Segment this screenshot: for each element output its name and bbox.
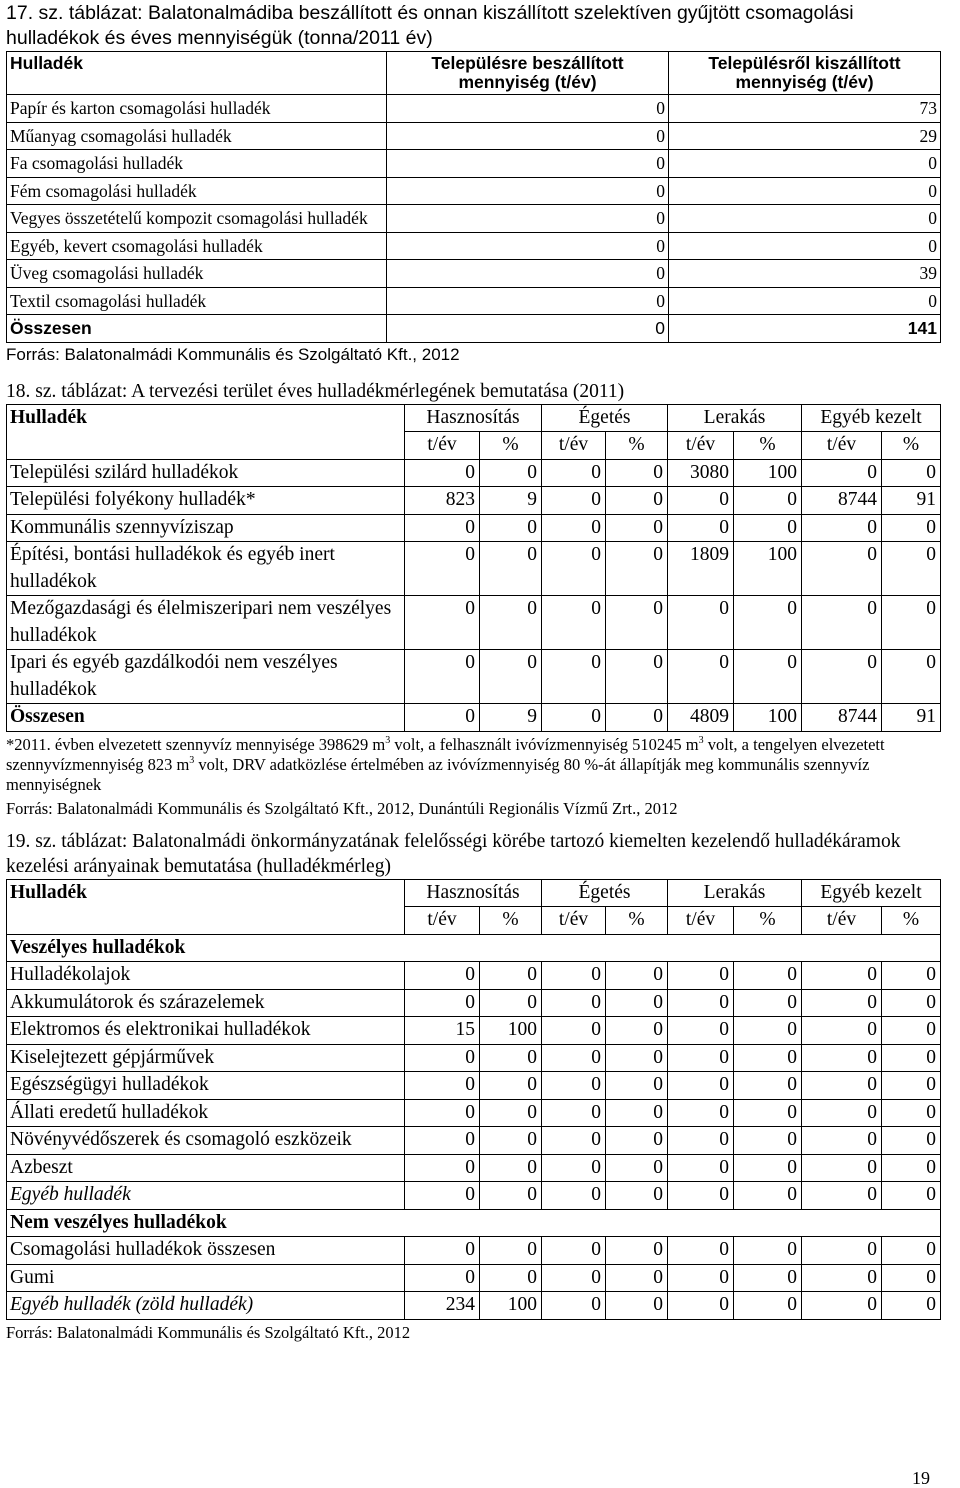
value-cell: 0	[606, 1099, 668, 1127]
value-cell: 0	[668, 650, 734, 704]
value-cell: 0	[542, 1072, 606, 1100]
waste-label: Egyéb hulladék (zöld hulladék)	[7, 1292, 405, 1320]
value-cell: 9	[480, 704, 542, 732]
delivered-value: 0	[387, 205, 669, 233]
shipped-value: 73	[669, 95, 941, 123]
shipped-value: 39	[669, 260, 941, 288]
footnote-part-3: volt, a tengelyen elvezetett szennyvízmennyiség 823 m	[6, 734, 885, 774]
group-header-other: Egyéb kezelt	[802, 879, 941, 907]
column-header-waste: Hulladék	[7, 404, 405, 459]
value-cell: 0	[882, 1017, 941, 1045]
value-cell: 0	[606, 1044, 668, 1072]
waste-label: Üveg csomagolási hulladék	[7, 260, 387, 288]
value-cell: 0	[802, 1072, 882, 1100]
shipped-value: 0	[669, 287, 941, 315]
total-delivered: 0	[387, 315, 669, 343]
value-cell: 0	[882, 1264, 941, 1292]
column-header-waste: Hulladék	[7, 879, 405, 934]
value-cell: 8744	[802, 704, 882, 732]
table-row	[7, 1264, 941, 1292]
table-row	[7, 177, 941, 205]
value-cell: 100	[734, 704, 802, 732]
total-label: Összesen	[7, 315, 387, 343]
delivered-value: 0	[387, 95, 669, 123]
waste-label: Műanyag csomagolási hulladék	[7, 122, 387, 150]
value-cell: 0	[802, 1154, 882, 1182]
waste-label: Kommunális szennyvíziszap	[7, 514, 405, 542]
waste-label: Kiselejtezett gépjárművek	[7, 1044, 405, 1072]
value-cell: 0	[802, 1292, 882, 1320]
value-cell: 0	[882, 1237, 941, 1265]
value-cell: 0	[606, 1182, 668, 1210]
unit-header: %	[480, 907, 542, 935]
table-19-source: Forrás: Balatonalmádi Kommunális és Szolgáltató Kft., 2012	[6, 1322, 411, 1342]
value-cell: 0	[734, 596, 802, 650]
unit-header: %	[606, 907, 668, 935]
waste-label: Hulladékolajok	[7, 962, 405, 990]
section-row	[7, 934, 941, 962]
waste-label: Települési folyékony hulladék*	[7, 487, 405, 515]
value-cell: 0	[480, 1154, 542, 1182]
value-cell: 100	[734, 542, 802, 596]
value-cell: 0	[668, 514, 734, 542]
value-cell: 0	[606, 989, 668, 1017]
waste-label: Egészségügyi hulladékok	[7, 1072, 405, 1100]
table-row	[7, 1099, 941, 1127]
value-cell: 0	[668, 1127, 734, 1155]
value-cell: 0	[542, 1044, 606, 1072]
table-row	[7, 1017, 941, 1045]
waste-label: Települési szilárd hulladékok	[7, 459, 405, 487]
table-17-header-row	[7, 52, 941, 95]
value-cell: 0	[542, 1099, 606, 1127]
value-cell: 0	[802, 542, 882, 596]
value-cell: 0	[882, 1044, 941, 1072]
section-row	[7, 1209, 941, 1237]
value-cell: 0	[606, 1072, 668, 1100]
value-cell: 0	[882, 596, 941, 650]
table-row	[7, 1154, 941, 1182]
waste-label: Állati eredetű hulladékok	[7, 1099, 405, 1127]
waste-label: Ipari és egyéb gazdálkodói nem veszélyes hulladékok	[7, 650, 405, 704]
waste-label: Gumi	[7, 1264, 405, 1292]
value-cell: 0	[668, 1072, 734, 1100]
waste-label: Fém csomagolási hulladék	[7, 177, 387, 205]
unit-header: %	[882, 907, 941, 935]
value-cell: 0	[606, 487, 668, 515]
value-cell: 0	[734, 514, 802, 542]
value-cell: 0	[734, 1017, 802, 1045]
column-header-shipped: Településről kiszállított mennyiség (t/év)	[669, 52, 941, 95]
value-cell: 0	[542, 1292, 606, 1320]
unit-header: t/év	[405, 432, 480, 460]
waste-label: Mezőgazdasági és élelmiszeripari nem veszélyes hulladékok	[7, 596, 405, 650]
table-row	[7, 260, 941, 288]
value-cell: 823	[405, 487, 480, 515]
value-cell: 0	[882, 1154, 941, 1182]
value-cell: 0	[542, 989, 606, 1017]
table-18-group-row	[7, 404, 941, 432]
value-cell: 0	[480, 1127, 542, 1155]
value-cell: 0	[480, 514, 542, 542]
value-cell: 0	[405, 514, 480, 542]
waste-label: Egyéb hulladék	[7, 1182, 405, 1210]
table-19-group-row	[7, 879, 941, 907]
value-cell: 0	[802, 1182, 882, 1210]
value-cell: 4809	[668, 704, 734, 732]
value-cell: 15	[405, 1017, 480, 1045]
unit-header: %	[606, 432, 668, 460]
unit-header: t/év	[542, 907, 606, 935]
table-row	[7, 514, 941, 542]
value-cell: 0	[882, 1099, 941, 1127]
value-cell: 0	[606, 704, 668, 732]
value-cell: 0	[480, 1264, 542, 1292]
value-cell: 91	[882, 704, 941, 732]
table-18-caption: 18. sz. táblázat: A tervezési terület éves hulladékmérlegének bemutatása (2011)	[6, 380, 625, 402]
table-row	[7, 1292, 941, 1320]
value-cell: 0	[480, 459, 542, 487]
value-cell: 0	[802, 1017, 882, 1045]
waste-label: Csomagolási hulladékok összesen	[7, 1237, 405, 1265]
value-cell: 8744	[802, 487, 882, 515]
table-row	[7, 487, 941, 515]
value-cell: 0	[668, 1154, 734, 1182]
table-18-footnote	[6, 735, 940, 795]
value-cell: 0	[734, 650, 802, 704]
value-cell: 0	[542, 1127, 606, 1155]
value-cell: 0	[882, 1292, 941, 1320]
column-header-waste: Hulladék	[7, 52, 387, 95]
value-cell: 0	[542, 962, 606, 990]
table-row	[7, 1127, 941, 1155]
unit-header: %	[882, 432, 941, 460]
delivered-value: 0	[387, 177, 669, 205]
shipped-value: 0	[669, 150, 941, 178]
value-cell: 0	[542, 542, 606, 596]
table-row	[7, 989, 941, 1017]
value-cell: 0	[480, 1072, 542, 1100]
table-row	[7, 1072, 941, 1100]
value-cell: 0	[882, 542, 941, 596]
value-cell: 0	[405, 1099, 480, 1127]
table-row	[7, 205, 941, 233]
value-cell: 0	[734, 989, 802, 1017]
value-cell: 0	[542, 459, 606, 487]
waste-label: Textil csomagolási hulladék	[7, 287, 387, 315]
value-cell: 9	[480, 487, 542, 515]
value-cell: 0	[606, 1127, 668, 1155]
value-cell: 0	[668, 487, 734, 515]
unit-header: t/év	[405, 907, 480, 935]
value-cell: 0	[734, 487, 802, 515]
table-19-caption: 19. sz. táblázat: Balatonalmádi önkormányzatának felelősségi körébe tartozó kiemelten kezelendő hulladékáramok kezelési arányainak bemutatása (hulladékmérleg)	[6, 830, 901, 877]
shipped-value: 0	[669, 205, 941, 233]
value-cell: 0	[802, 1099, 882, 1127]
value-cell: 0	[480, 989, 542, 1017]
value-cell: 0	[668, 1182, 734, 1210]
value-cell: 0	[542, 1154, 606, 1182]
value-cell: 3080	[668, 459, 734, 487]
footnote-part-4: volt, DRV adatközlése értelmében az ivóvízmennyiség 80 %-át állapítják meg kommunális szennyvíz mennyiségnek	[6, 754, 870, 794]
value-cell: 0	[480, 1044, 542, 1072]
value-cell: 0	[734, 1154, 802, 1182]
value-cell: 0	[480, 596, 542, 650]
value-cell: 0	[405, 1127, 480, 1155]
group-header-incineration: Égetés	[542, 879, 668, 907]
value-cell: 0	[802, 514, 882, 542]
value-cell: 0	[405, 1154, 480, 1182]
unit-header: t/év	[542, 432, 606, 460]
value-cell: 0	[882, 1072, 941, 1100]
value-cell: 0	[542, 596, 606, 650]
value-cell: 0	[734, 1072, 802, 1100]
table-19	[6, 879, 941, 1320]
value-cell: 0	[802, 989, 882, 1017]
table-17-source: Forrás: Balatonalmádi Kommunális és Szolgáltató Kft., 2012	[6, 344, 460, 364]
value-cell: 0	[734, 1264, 802, 1292]
waste-label: Papír és karton csomagolási hulladék	[7, 95, 387, 123]
document-page	[6, 0, 940, 1343]
value-cell: 0	[480, 1182, 542, 1210]
value-cell: 0	[668, 1292, 734, 1320]
unit-header: %	[734, 432, 802, 460]
table-row	[7, 287, 941, 315]
group-header-other: Egyéb kezelt	[802, 404, 941, 432]
value-cell: 0	[668, 989, 734, 1017]
value-cell: 0	[802, 596, 882, 650]
value-cell: 0	[734, 1127, 802, 1155]
waste-label: Összesen	[7, 704, 405, 732]
value-cell: 0	[606, 1292, 668, 1320]
value-cell: 0	[606, 459, 668, 487]
value-cell: 0	[606, 1017, 668, 1045]
value-cell: 0	[405, 704, 480, 732]
value-cell: 0	[606, 542, 668, 596]
value-cell: 0	[606, 1237, 668, 1265]
table-row	[7, 122, 941, 150]
value-cell: 0	[668, 1099, 734, 1127]
group-header-landfill: Lerakás	[668, 879, 802, 907]
unit-header: t/év	[802, 432, 882, 460]
table-row	[7, 596, 941, 650]
footnote-part-2: volt, a felhasznált ivóvízmennyiség 510245 m	[390, 734, 699, 754]
waste-label: Akkumulátorok és szárazelemek	[7, 989, 405, 1017]
total-row	[7, 704, 941, 732]
section-non-hazardous: Nem veszélyes hulladékok	[7, 1209, 941, 1237]
value-cell: 0	[405, 542, 480, 596]
value-cell: 0	[668, 1264, 734, 1292]
unit-header: t/év	[668, 907, 734, 935]
value-cell: 0	[802, 459, 882, 487]
value-cell: 100	[734, 459, 802, 487]
column-header-delivered: Településre beszállított mennyiség (t/év)	[387, 52, 669, 95]
table-18	[6, 404, 941, 732]
waste-label: Növényvédőszerek és csomagoló eszközeik	[7, 1127, 405, 1155]
value-cell: 0	[882, 459, 941, 487]
shipped-value: 0	[669, 232, 941, 260]
value-cell: 0	[734, 962, 802, 990]
value-cell: 0	[668, 1237, 734, 1265]
value-cell: 0	[542, 704, 606, 732]
table-row	[7, 1182, 941, 1210]
value-cell: 0	[668, 1044, 734, 1072]
delivered-value: 0	[387, 232, 669, 260]
value-cell: 0	[405, 1264, 480, 1292]
value-cell: 0	[734, 1237, 802, 1265]
table-18-source: Forrás: Balatonalmádi Kommunális és Szolgáltató Kft., 2012, Dunántúli Regionális Vízmű Zrt., 2012	[6, 798, 678, 818]
waste-label: Építési, bontási hulladékok és egyéb inert hulladékok	[7, 542, 405, 596]
table-row	[7, 232, 941, 260]
group-header-recovery: Hasznosítás	[405, 404, 542, 432]
table-row	[7, 150, 941, 178]
value-cell: 0	[480, 650, 542, 704]
value-cell: 0	[480, 542, 542, 596]
value-cell: 0	[405, 1044, 480, 1072]
waste-label: Egyéb, kevert csomagolási hulladék	[7, 232, 387, 260]
value-cell: 0	[405, 1072, 480, 1100]
value-cell: 0	[734, 1099, 802, 1127]
value-cell: 0	[606, 962, 668, 990]
unit-header: %	[734, 907, 802, 935]
value-cell: 0	[802, 1044, 882, 1072]
value-cell: 0	[802, 1127, 882, 1155]
waste-label: Fa csomagolási hulladék	[7, 150, 387, 178]
value-cell: 1809	[668, 542, 734, 596]
table-17-total-row	[7, 315, 941, 343]
value-cell: 0	[405, 1182, 480, 1210]
superscript-2: 3	[698, 734, 704, 746]
value-cell: 0	[882, 1182, 941, 1210]
value-cell: 0	[802, 1264, 882, 1292]
delivered-value: 0	[387, 260, 669, 288]
table-17-caption: 17. sz. táblázat: Balatonalmádiba beszállított és onnan kiszállított szelektíven gyűjtött csomagolási hulladékok és éves mennyiségük (tonna/2011 év)	[6, 2, 854, 49]
waste-label: Vegyes összetételű kompozit csomagolási hulladék	[7, 205, 387, 233]
value-cell: 0	[542, 1017, 606, 1045]
value-cell: 0	[405, 989, 480, 1017]
value-cell: 0	[606, 650, 668, 704]
total-shipped: 141	[669, 315, 941, 343]
value-cell: 0	[405, 962, 480, 990]
value-cell: 234	[405, 1292, 480, 1320]
delivered-value: 0	[387, 287, 669, 315]
shipped-value: 0	[669, 177, 941, 205]
unit-header: %	[480, 432, 542, 460]
value-cell: 0	[480, 1237, 542, 1265]
value-cell: 100	[480, 1292, 542, 1320]
value-cell: 0	[405, 650, 480, 704]
value-cell: 0	[802, 650, 882, 704]
table-row	[7, 1044, 941, 1072]
value-cell: 0	[882, 1127, 941, 1155]
value-cell: 0	[882, 989, 941, 1017]
value-cell: 0	[405, 459, 480, 487]
value-cell: 0	[542, 650, 606, 704]
delivered-value: 0	[387, 150, 669, 178]
superscript-1: 3	[385, 734, 391, 746]
value-cell: 0	[480, 1099, 542, 1127]
value-cell: 0	[606, 1154, 668, 1182]
value-cell: 0	[734, 1044, 802, 1072]
value-cell: 0	[882, 962, 941, 990]
value-cell: 0	[882, 650, 941, 704]
footnote-part-1: *2011. évben elvezetett szennyvíz mennyisége 398629 m	[6, 734, 386, 754]
value-cell: 0	[606, 596, 668, 650]
value-cell: 0	[802, 1237, 882, 1265]
waste-label: Elektromos és elektronikai hulladékok	[7, 1017, 405, 1045]
value-cell: 0	[802, 962, 882, 990]
table-row	[7, 95, 941, 123]
value-cell: 0	[668, 1017, 734, 1045]
waste-label: Azbeszt	[7, 1154, 405, 1182]
value-cell: 0	[405, 596, 480, 650]
value-cell: 0	[882, 514, 941, 542]
section-hazardous: Veszélyes hulladékok	[7, 934, 941, 962]
value-cell: 0	[542, 514, 606, 542]
unit-header: t/év	[668, 432, 734, 460]
table-row	[7, 459, 941, 487]
value-cell: 0	[734, 1292, 802, 1320]
page-number: 19	[912, 1468, 930, 1488]
value-cell: 0	[606, 1264, 668, 1292]
table-17	[6, 51, 941, 343]
value-cell: 0	[542, 1182, 606, 1210]
group-header-landfill: Lerakás	[668, 404, 802, 432]
table-row	[7, 650, 941, 704]
table-row	[7, 1237, 941, 1265]
value-cell: 0	[606, 514, 668, 542]
value-cell: 100	[480, 1017, 542, 1045]
value-cell: 0	[542, 487, 606, 515]
value-cell: 0	[542, 1264, 606, 1292]
table-row	[7, 962, 941, 990]
value-cell: 0	[668, 596, 734, 650]
value-cell: 0	[734, 1182, 802, 1210]
shipped-value: 29	[669, 122, 941, 150]
table-row	[7, 542, 941, 596]
value-cell: 0	[668, 962, 734, 990]
value-cell: 0	[542, 1237, 606, 1265]
delivered-value: 0	[387, 122, 669, 150]
value-cell: 0	[480, 962, 542, 990]
superscript-3: 3	[189, 754, 195, 766]
value-cell: 91	[882, 487, 941, 515]
unit-header: t/év	[802, 907, 882, 935]
group-header-incineration: Égetés	[542, 404, 668, 432]
value-cell: 0	[405, 1237, 480, 1265]
group-header-recovery: Hasznosítás	[405, 879, 542, 907]
